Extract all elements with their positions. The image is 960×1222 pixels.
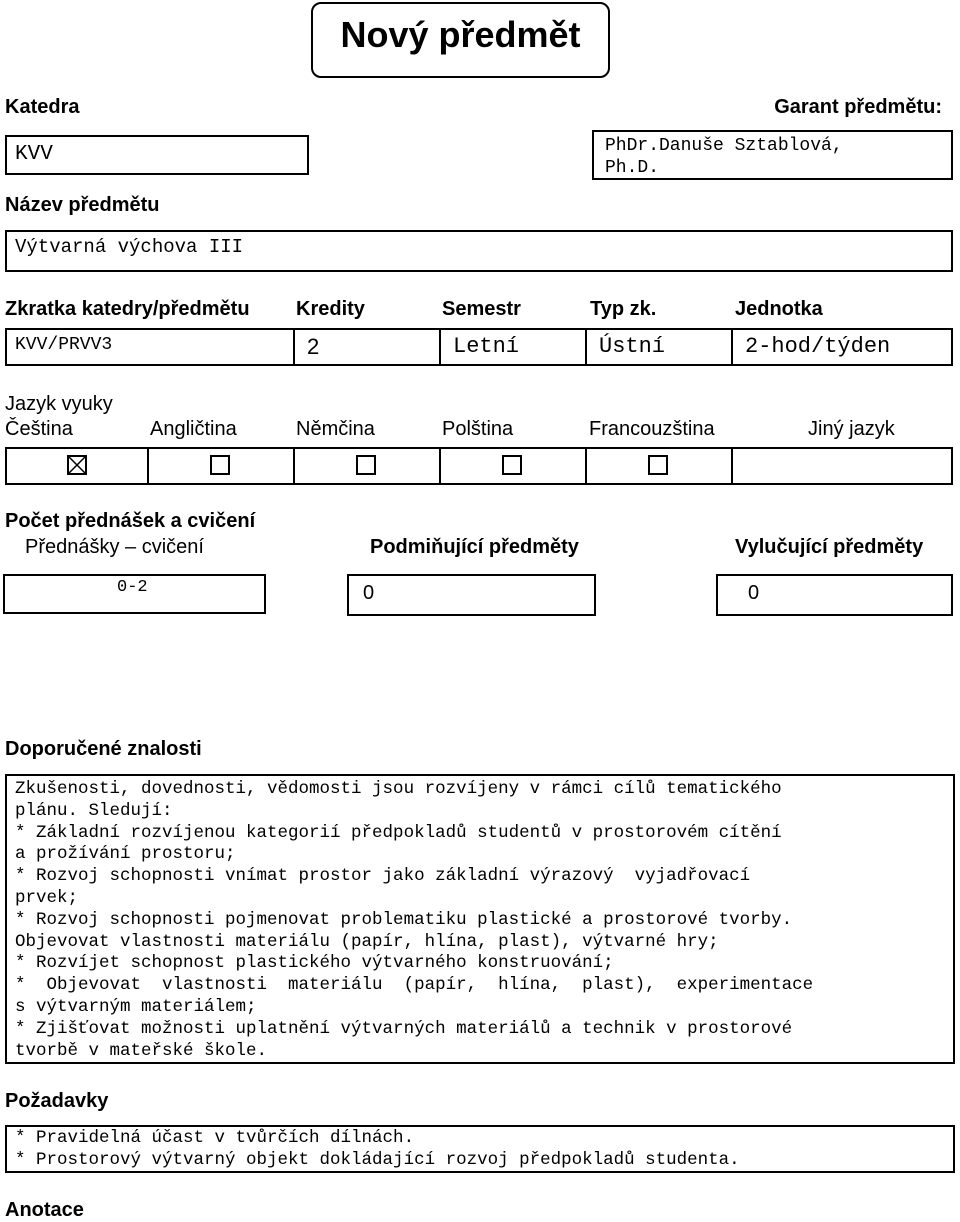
- garant-field[interactable]: [592, 130, 953, 180]
- nazev-field[interactable]: [5, 230, 953, 272]
- doporucene-line: Zkušenosti, dovednosti, vědomosti jsou rozvíjeny v rámci cílů tematického: [15, 779, 782, 799]
- checkbox-polstina[interactable]: [502, 455, 522, 475]
- vylucujici-value: 0: [748, 582, 760, 604]
- typzk-value: Ústní: [599, 334, 666, 359]
- checkbox-francouzstina[interactable]: [648, 455, 668, 475]
- podminujici-value: 0: [363, 582, 375, 604]
- garant-value-line2: Ph.D.: [605, 158, 660, 178]
- lang-anglictina: Angličtina: [150, 418, 237, 440]
- semestr-label: Semestr: [442, 298, 521, 320]
- doporucene-field[interactable]: [5, 774, 955, 1064]
- doporucene-line: * Rozvoj schopnosti vnímat prostor jako základní výrazový vyjadřovací: [15, 866, 751, 887]
- lang-cell-nemcina: [295, 449, 441, 483]
- doporucene-line: s výtvarným materiálem;: [15, 996, 257, 1017]
- kredity-value: 2: [307, 334, 320, 359]
- checked-x-icon: [69, 457, 85, 473]
- doporucene-line: a prožívání prostoru;: [15, 844, 236, 865]
- title-box: [311, 2, 610, 78]
- doporucene-line: plánu. Sledují:: [15, 800, 173, 821]
- pocet-field[interactable]: [3, 574, 266, 614]
- anotace-label: Anotace: [5, 1199, 84, 1221]
- pozadavky-label: Požadavky: [5, 1090, 109, 1112]
- zkratka-cell[interactable]: [7, 330, 295, 364]
- pozadavky-line: * Prostorový výtvarný objekt dokládající rozvoj předpokladů studenta.: [15, 1149, 740, 1170]
- podminujici-field[interactable]: [347, 574, 596, 616]
- katedra-label: Katedra: [5, 96, 80, 118]
- semestr-value: Letní: [453, 334, 520, 359]
- nazev-value: Výtvarná výchova III: [15, 236, 244, 258]
- lang-cell-anglictina: [149, 449, 295, 483]
- checkbox-anglictina[interactable]: [210, 455, 230, 475]
- lang-cestina: Čeština: [5, 418, 73, 440]
- jednotka-label: Jednotka: [735, 298, 823, 320]
- doporucene-line: * Základní rozvíjenou kategorií předpokladů studentů v prostorovém cítění: [15, 822, 782, 843]
- lang-cell-francouzstina: [587, 449, 733, 483]
- doporucene-text: [15, 779, 813, 1062]
- garant-value-line1: PhDr.Danuše Sztablová,: [605, 136, 843, 156]
- zkratka-label: Zkratka katedry/předmětu: [5, 298, 250, 320]
- garant-label: Garant předmětu:: [774, 96, 942, 118]
- pozadavky-text: [15, 1128, 740, 1172]
- semestr-cell[interactable]: [441, 330, 587, 364]
- nazev-label: Název předmětu: [5, 194, 160, 216]
- doporucene-line: prvek;: [15, 887, 79, 908]
- lang-jiny: Jiný jazyk: [808, 418, 895, 440]
- podminujici-label: Podmiňující předměty: [370, 536, 579, 558]
- typzk-label: Typ zk.: [590, 298, 657, 320]
- doporucene-line: * Rozvíjet schopnost plastického výtvarného konstruování;: [15, 953, 614, 974]
- pocet-label: Počet přednášek a cvičení: [5, 510, 256, 532]
- doporucene-line: * Rozvoj schopnosti pojmenovat problematiku plastické a prostorové tvorby.: [15, 909, 793, 930]
- pozadavky-line: * Pravidelná účast v tvůrčích dílnách.: [15, 1128, 415, 1148]
- jazyk-label: Jazyk vyuky: [5, 393, 113, 415]
- doporucene-line: * Zjišťovat možnosti uplatnění výtvarných materiálů a technik v prostorové: [15, 1018, 793, 1039]
- lang-cell-jiny[interactable]: [733, 449, 951, 483]
- kredity-label: Kredity: [296, 298, 365, 320]
- zkratka-value: KVV/PRVV3: [15, 335, 113, 355]
- doporucene-line: tvorbě v mateřské škole.: [15, 1040, 268, 1061]
- jazyk-row: [5, 447, 953, 485]
- lang-polstina: Polština: [442, 418, 514, 440]
- jednotka-value: 2-hod/týden: [745, 334, 891, 359]
- katedra-field[interactable]: [5, 135, 309, 175]
- pocet-sublabel: Přednášky – cvičení: [25, 536, 204, 558]
- doporucene-label: Doporučené znalosti: [5, 738, 202, 760]
- pocet-value: 0-2: [117, 578, 148, 597]
- doporucene-line: * Objevovat vlastnosti materiálu (papír, hlína, plast), experimentace: [15, 975, 814, 996]
- kredity-cell[interactable]: [295, 330, 441, 364]
- info-row: [5, 328, 953, 366]
- pozadavky-field[interactable]: [5, 1125, 955, 1173]
- lang-cell-cestina: [7, 449, 149, 483]
- vylucujici-label: Vylučující předměty: [735, 536, 924, 558]
- typzk-cell[interactable]: [587, 330, 733, 364]
- page-title: Nový předmět: [340, 14, 581, 55]
- katedra-value: KVV: [15, 143, 53, 166]
- jednotka-cell[interactable]: [733, 330, 951, 364]
- lang-nemcina: Němčina: [296, 418, 375, 440]
- vylucujici-field[interactable]: [716, 574, 953, 616]
- lang-cell-polstina: [441, 449, 587, 483]
- checkbox-nemcina[interactable]: [356, 455, 376, 475]
- checkbox-cestina[interactable]: [67, 455, 87, 475]
- doporucene-line: Objevovat vlastnosti materiálu (papír, hlína, plast), výtvarné hry;: [15, 931, 719, 952]
- lang-francouzstina: Francouzština: [589, 418, 715, 440]
